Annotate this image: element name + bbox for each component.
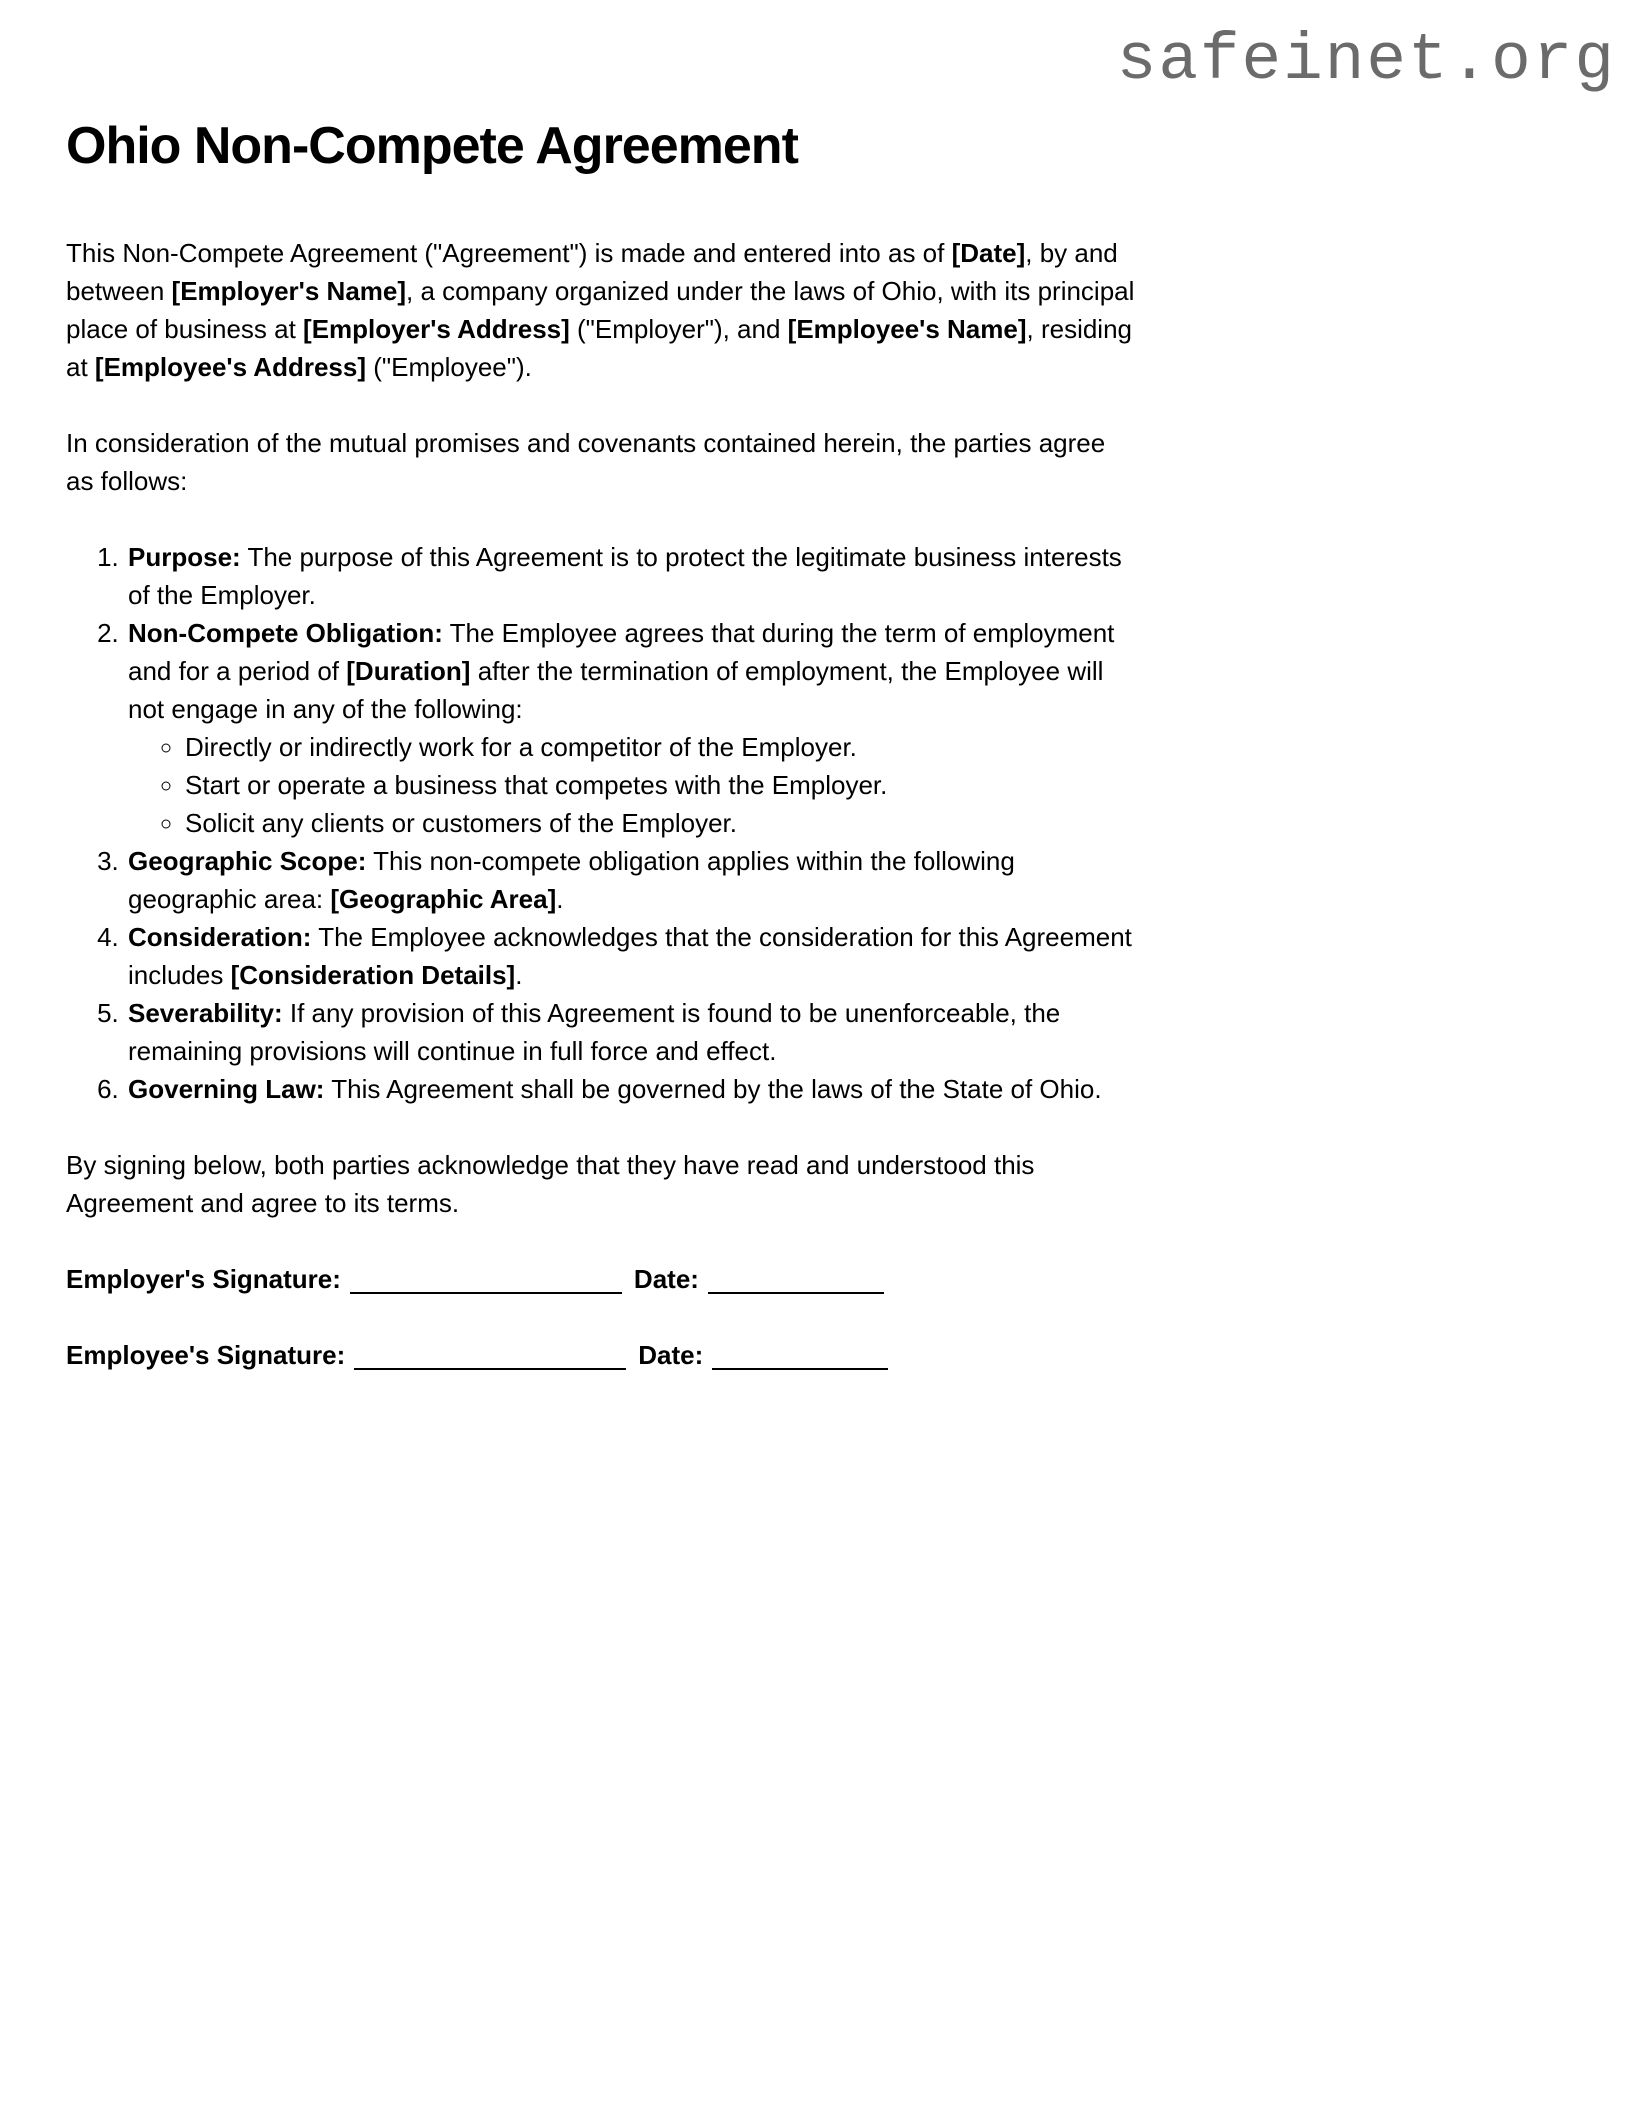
clause-label: Severability: [128,998,283,1028]
clause-label: Consideration: [128,922,312,952]
employee-signature-row [66,1336,1138,1374]
text-run: , residing at [66,314,1132,382]
intro-paragraph [66,234,1138,386]
placeholder-field: [Employer's Address] [303,314,570,344]
text-run: . [515,960,523,990]
placeholder-field: [Consideration Details] [230,960,516,990]
employer-date-line [708,1262,884,1294]
placeholder-field: [Employee's Name] [787,314,1027,344]
clause-label: Non-Compete Obligation: [128,618,443,648]
text-run: after the termination of employment, the Employee will not engage in any of the following: [128,656,1104,724]
placeholder-field: [Employee's Address] [94,352,367,382]
clause-item-purpose [126,538,1138,614]
consideration-paragraph: In consideration of the mutual promises and covenants contained herein, the parties agree as follows: [66,428,1106,496]
clause-label: Governing Law: [128,1074,325,1104]
text-run: This non-compete obligation applies within the following geographic area: [128,846,1015,914]
clause-item-geographic-scope [126,842,1138,918]
placeholder-field: [Geographic Area] [330,884,557,914]
text-run: The Employee acknowledges that the consideration for this Agreement includes [128,922,1132,990]
clause-sub-item: ◦ Directly or indirectly work for a competitor of the Employer. [185,728,1138,766]
employee-signature-label: Employee's Signature: [66,1340,346,1370]
text-run: This Non-Compete Agreement ("Agreement") is made and entered into as of [66,238,952,268]
text-run: The Employee agrees that during the term of employment and for a period of [128,618,1115,686]
employee-signature-line [354,1338,626,1370]
clause-item-consideration [126,918,1138,994]
clause-label: Purpose: [128,542,241,572]
clause-item-severability [126,994,1138,1070]
employer-signature-label: Employer's Signature: [66,1264,341,1294]
employer-signature-row [66,1260,1138,1298]
clause-label: Geographic Scope: [128,846,367,876]
closing-paragraph: By signing below, both parties acknowledge that they have read and understood this Agreement and agree to its terms. [66,1150,1035,1218]
clause-item-governing-law [126,1070,1138,1108]
employer-date-label: Date: [633,1264,699,1294]
employee-date-label: Date: [638,1340,704,1370]
employee-date-line [712,1338,888,1370]
placeholder-field: [Date] [951,238,1026,268]
text-run: ("Employer"), and [569,314,788,344]
clause-sub-list [128,728,1138,842]
employer-signature-line [350,1262,622,1294]
text-run: If any provision of this Agreement is found to be unenforceable, the remaining provisions will continue in full force and effect. [128,998,1061,1066]
text-run: , a company organized under the laws of Ohio, with its principal place of business at [66,276,1135,344]
clause-sub-item: ◦ Start or operate a business that competes with the Employer. [185,766,1138,804]
page-title: Ohio Non-Compete Agreement [66,117,798,175]
document-body [66,234,1138,1374]
clause-sub-item: ◦ Solicit any clients or customers of the Employer. [185,804,1138,842]
text-run: This Agreement shall be governed by the laws of the State of Ohio. [324,1074,1102,1104]
text-run: ("Employee"). [366,352,532,382]
placeholder-field: [Duration] [346,656,471,686]
text-run: , by and between [66,238,1118,306]
watermark-logo: safeinet.org [1116,23,1616,98]
clause-list [66,538,1138,1108]
placeholder-field: [Employer's Name] [171,276,407,306]
text-run: The purpose of this Agreement is to protect the legitimate business interests of the Employer. [128,542,1122,610]
text-run: . [556,884,564,914]
clause-item-non-compete-obligation [126,614,1138,842]
